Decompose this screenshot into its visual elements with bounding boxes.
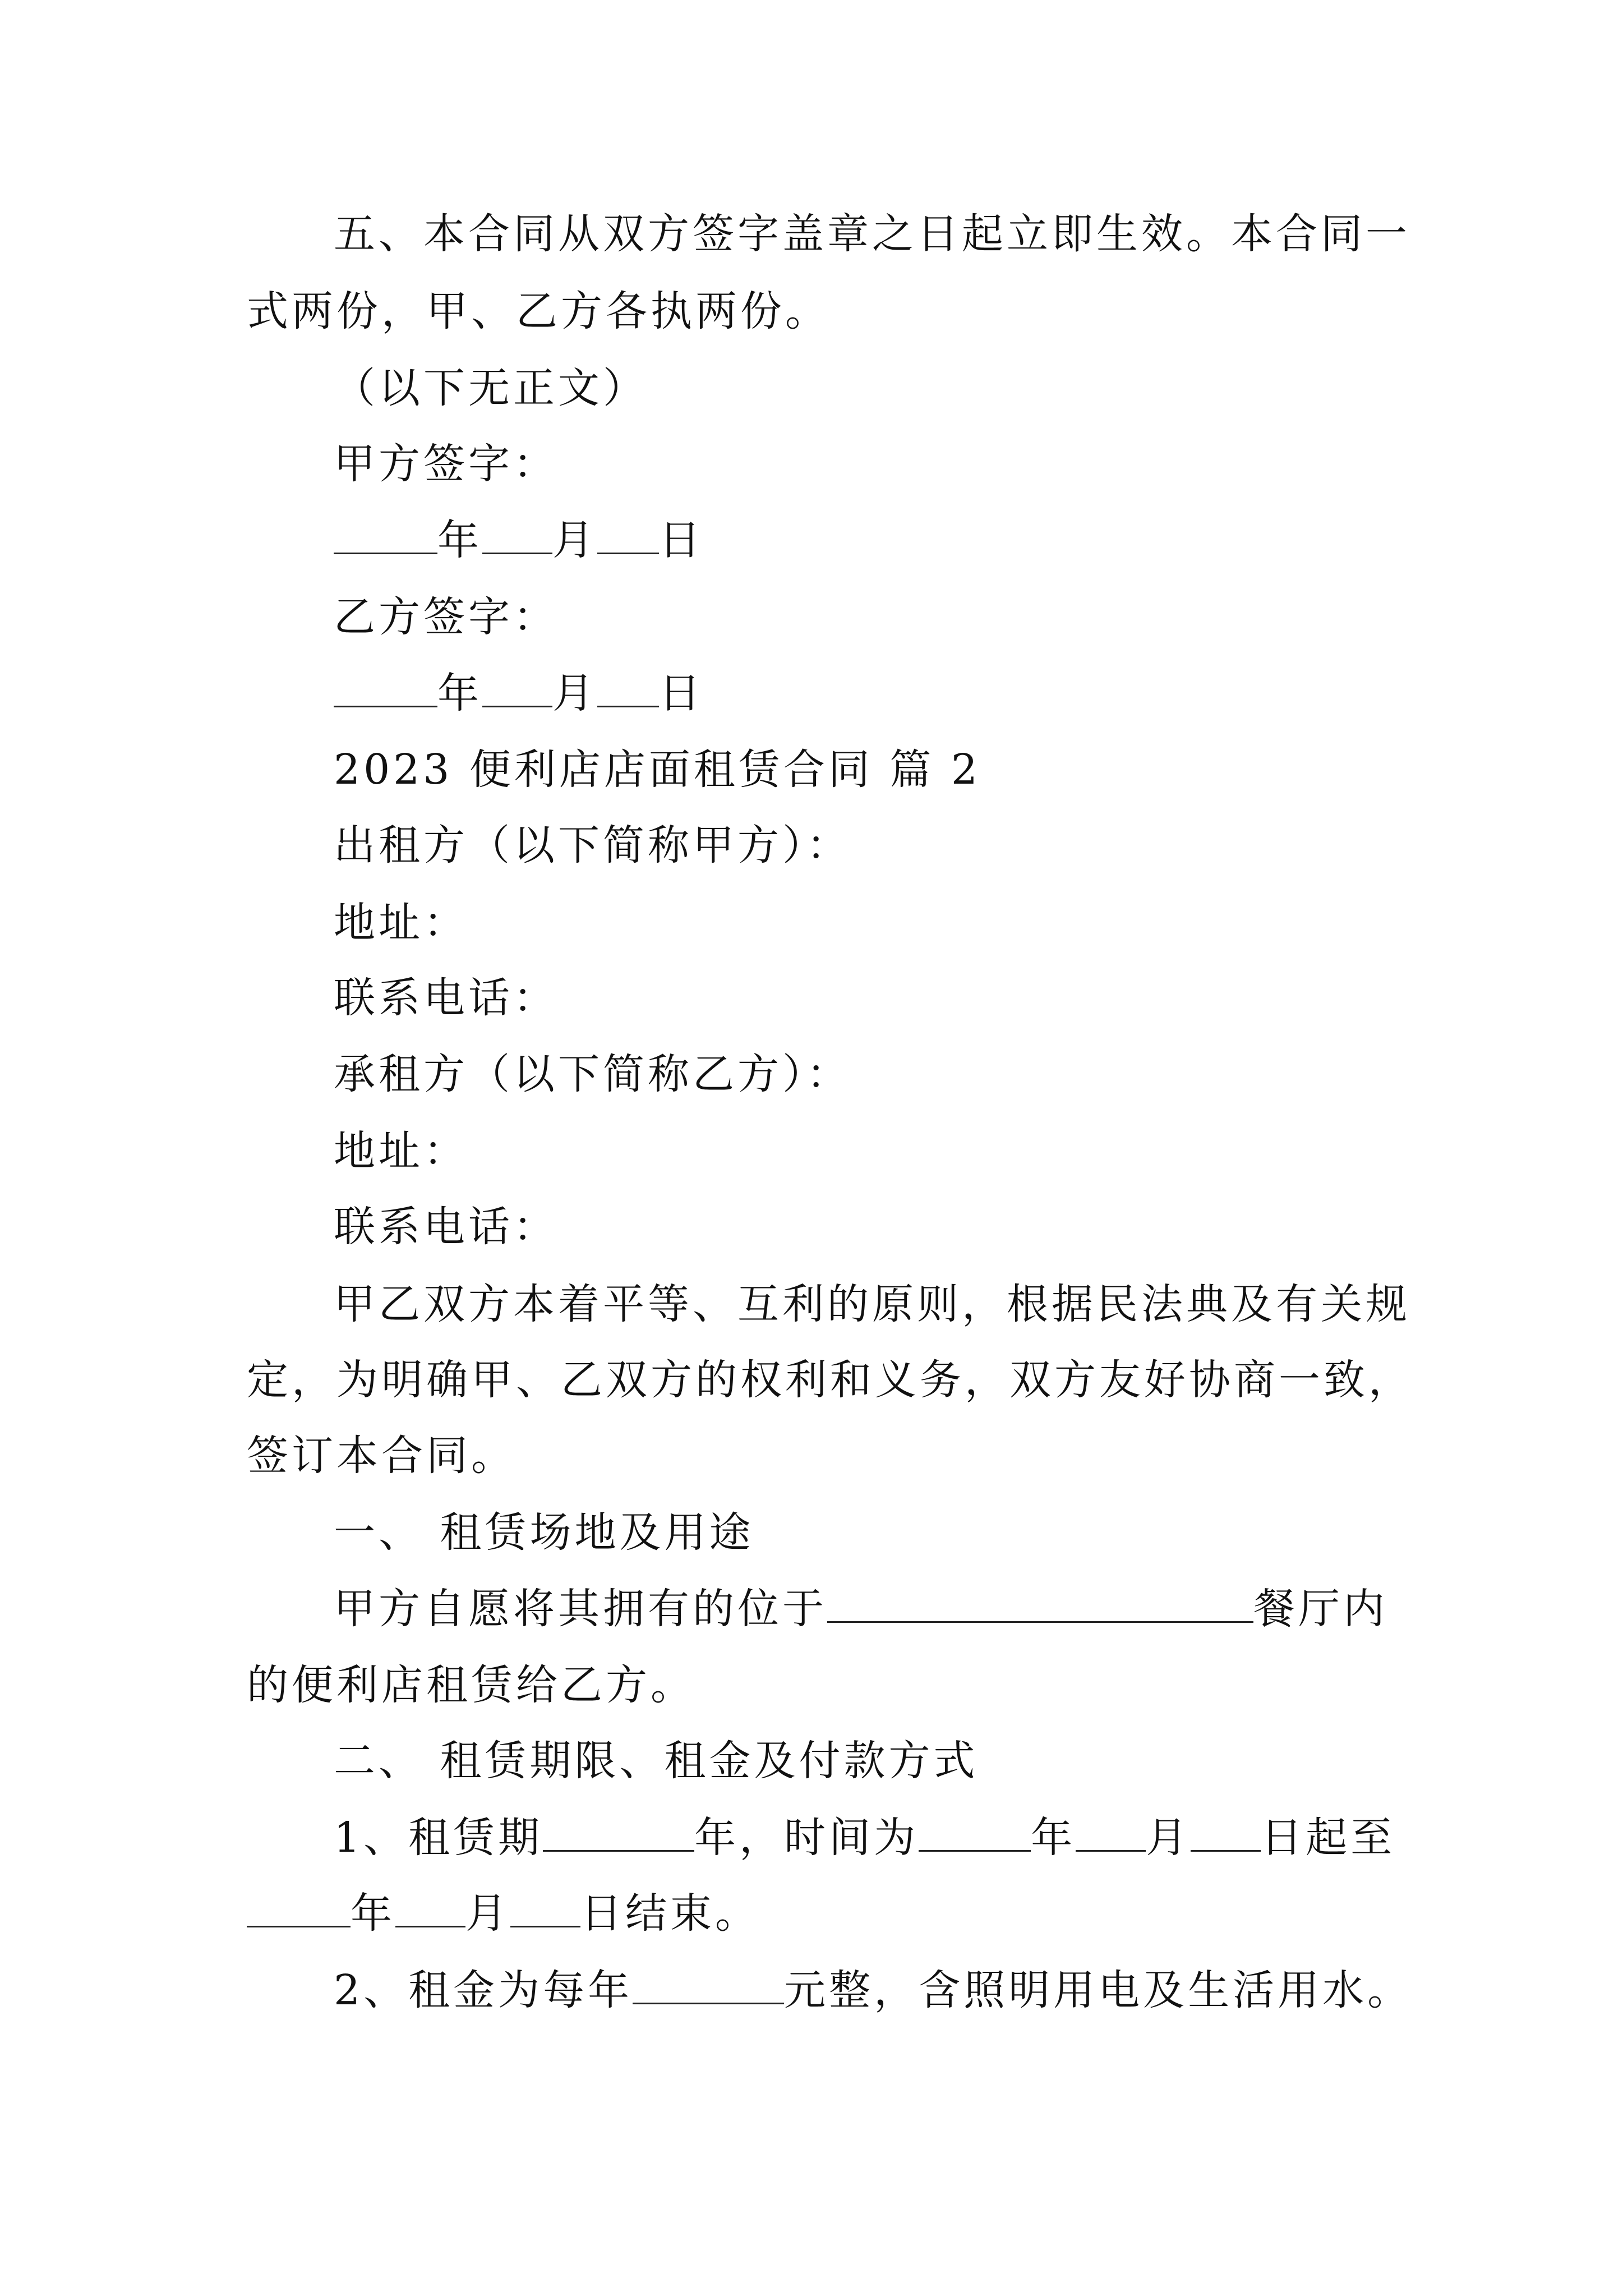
end-day-blank bbox=[510, 1892, 580, 1927]
day-blank bbox=[597, 672, 659, 707]
end-month-label: 月 bbox=[465, 1889, 510, 1938]
day-label: 日 bbox=[659, 516, 704, 564]
month-label: 月 bbox=[552, 669, 597, 717]
day-blank bbox=[597, 519, 659, 554]
lessee-label: 承租方（以下简称乙方）： bbox=[334, 1050, 851, 1098]
lease-period-label: 年，时间为 bbox=[694, 1814, 919, 1862]
year-label: 年 bbox=[437, 669, 482, 717]
section-1-heading: 一、 租赁场地及用途 bbox=[334, 1508, 754, 1557]
start-day-label: 日起至 bbox=[1261, 1814, 1396, 1862]
clause-5-line-1: 五、本合同从双方签字盖章之日起立即生效。本合同一 bbox=[334, 210, 1410, 258]
section-1-text-line-2: 的便利店租赁给乙方。 bbox=[247, 1661, 695, 1709]
party-a-signature-label: 甲方签字： bbox=[334, 440, 558, 488]
end-month-blank bbox=[395, 1892, 465, 1927]
rent-line bbox=[334, 1966, 1413, 2014]
year-blank bbox=[334, 672, 437, 707]
location-suffix: 餐厅内 bbox=[1253, 1585, 1388, 1633]
section-2-heading: 二、 租赁期限、租金及付款方式 bbox=[334, 1737, 979, 1785]
section-1-text-line-1 bbox=[334, 1585, 1388, 1633]
day-label: 日 bbox=[659, 669, 704, 717]
start-day-blank bbox=[1191, 1816, 1261, 1852]
start-month-blank bbox=[1076, 1816, 1146, 1852]
end-year-label: 年 bbox=[351, 1889, 395, 1938]
contract-heading: 2023 便利店店面租赁合同 篇 2 bbox=[334, 746, 981, 794]
year-blank bbox=[334, 519, 437, 554]
no-text-below-note: （以下无正文） bbox=[334, 364, 648, 412]
party-a-date-line bbox=[334, 516, 704, 564]
year-label: 年 bbox=[437, 516, 482, 564]
lessee-address-label: 地址： bbox=[334, 1127, 468, 1175]
end-year-blank bbox=[247, 1892, 351, 1927]
lease-term-line-1 bbox=[334, 1814, 1396, 1862]
preamble-line-2: 定，为明确甲、乙双方的权利和义务，双方友好协商一致， bbox=[247, 1356, 1413, 1404]
month-blank bbox=[482, 519, 552, 554]
rent-amount-blank bbox=[633, 1969, 784, 2004]
lessee-phone-label: 联系电话： bbox=[334, 1203, 558, 1251]
start-year-label: 年 bbox=[1031, 1814, 1076, 1862]
location-prefix: 甲方自愿将其拥有的位于 bbox=[334, 1585, 827, 1633]
lease-term-label: 1、租赁期 bbox=[334, 1814, 543, 1862]
preamble-line-1: 甲乙双方本着平等、互利的原则，根据民法典及有关规 bbox=[334, 1280, 1410, 1328]
location-blank bbox=[827, 1588, 1253, 1623]
start-month-label: 月 bbox=[1146, 1814, 1191, 1862]
lessor-label: 出租方（以下简称甲方）： bbox=[334, 821, 851, 869]
lease-term-line-2 bbox=[247, 1889, 760, 1938]
lessor-address-label: 地址： bbox=[334, 899, 468, 947]
preamble-line-3: 签订本合同。 bbox=[247, 1432, 516, 1480]
lessor-phone-label: 联系电话： bbox=[334, 974, 558, 1022]
month-label: 月 bbox=[552, 516, 597, 564]
start-year-blank bbox=[919, 1816, 1031, 1852]
end-day-label: 日结束。 bbox=[580, 1889, 760, 1938]
rent-label: 2、租金为每年 bbox=[334, 1966, 633, 2014]
clause-5-line-2: 式两份，甲、乙方各执两份。 bbox=[247, 287, 830, 335]
party-b-signature-label: 乙方签字： bbox=[334, 593, 558, 641]
party-b-date-line bbox=[334, 669, 704, 717]
rent-suffix: 元整，含照明用电及生活用水。 bbox=[784, 1966, 1413, 2014]
month-blank bbox=[482, 672, 552, 707]
lease-years-blank bbox=[543, 1816, 694, 1852]
